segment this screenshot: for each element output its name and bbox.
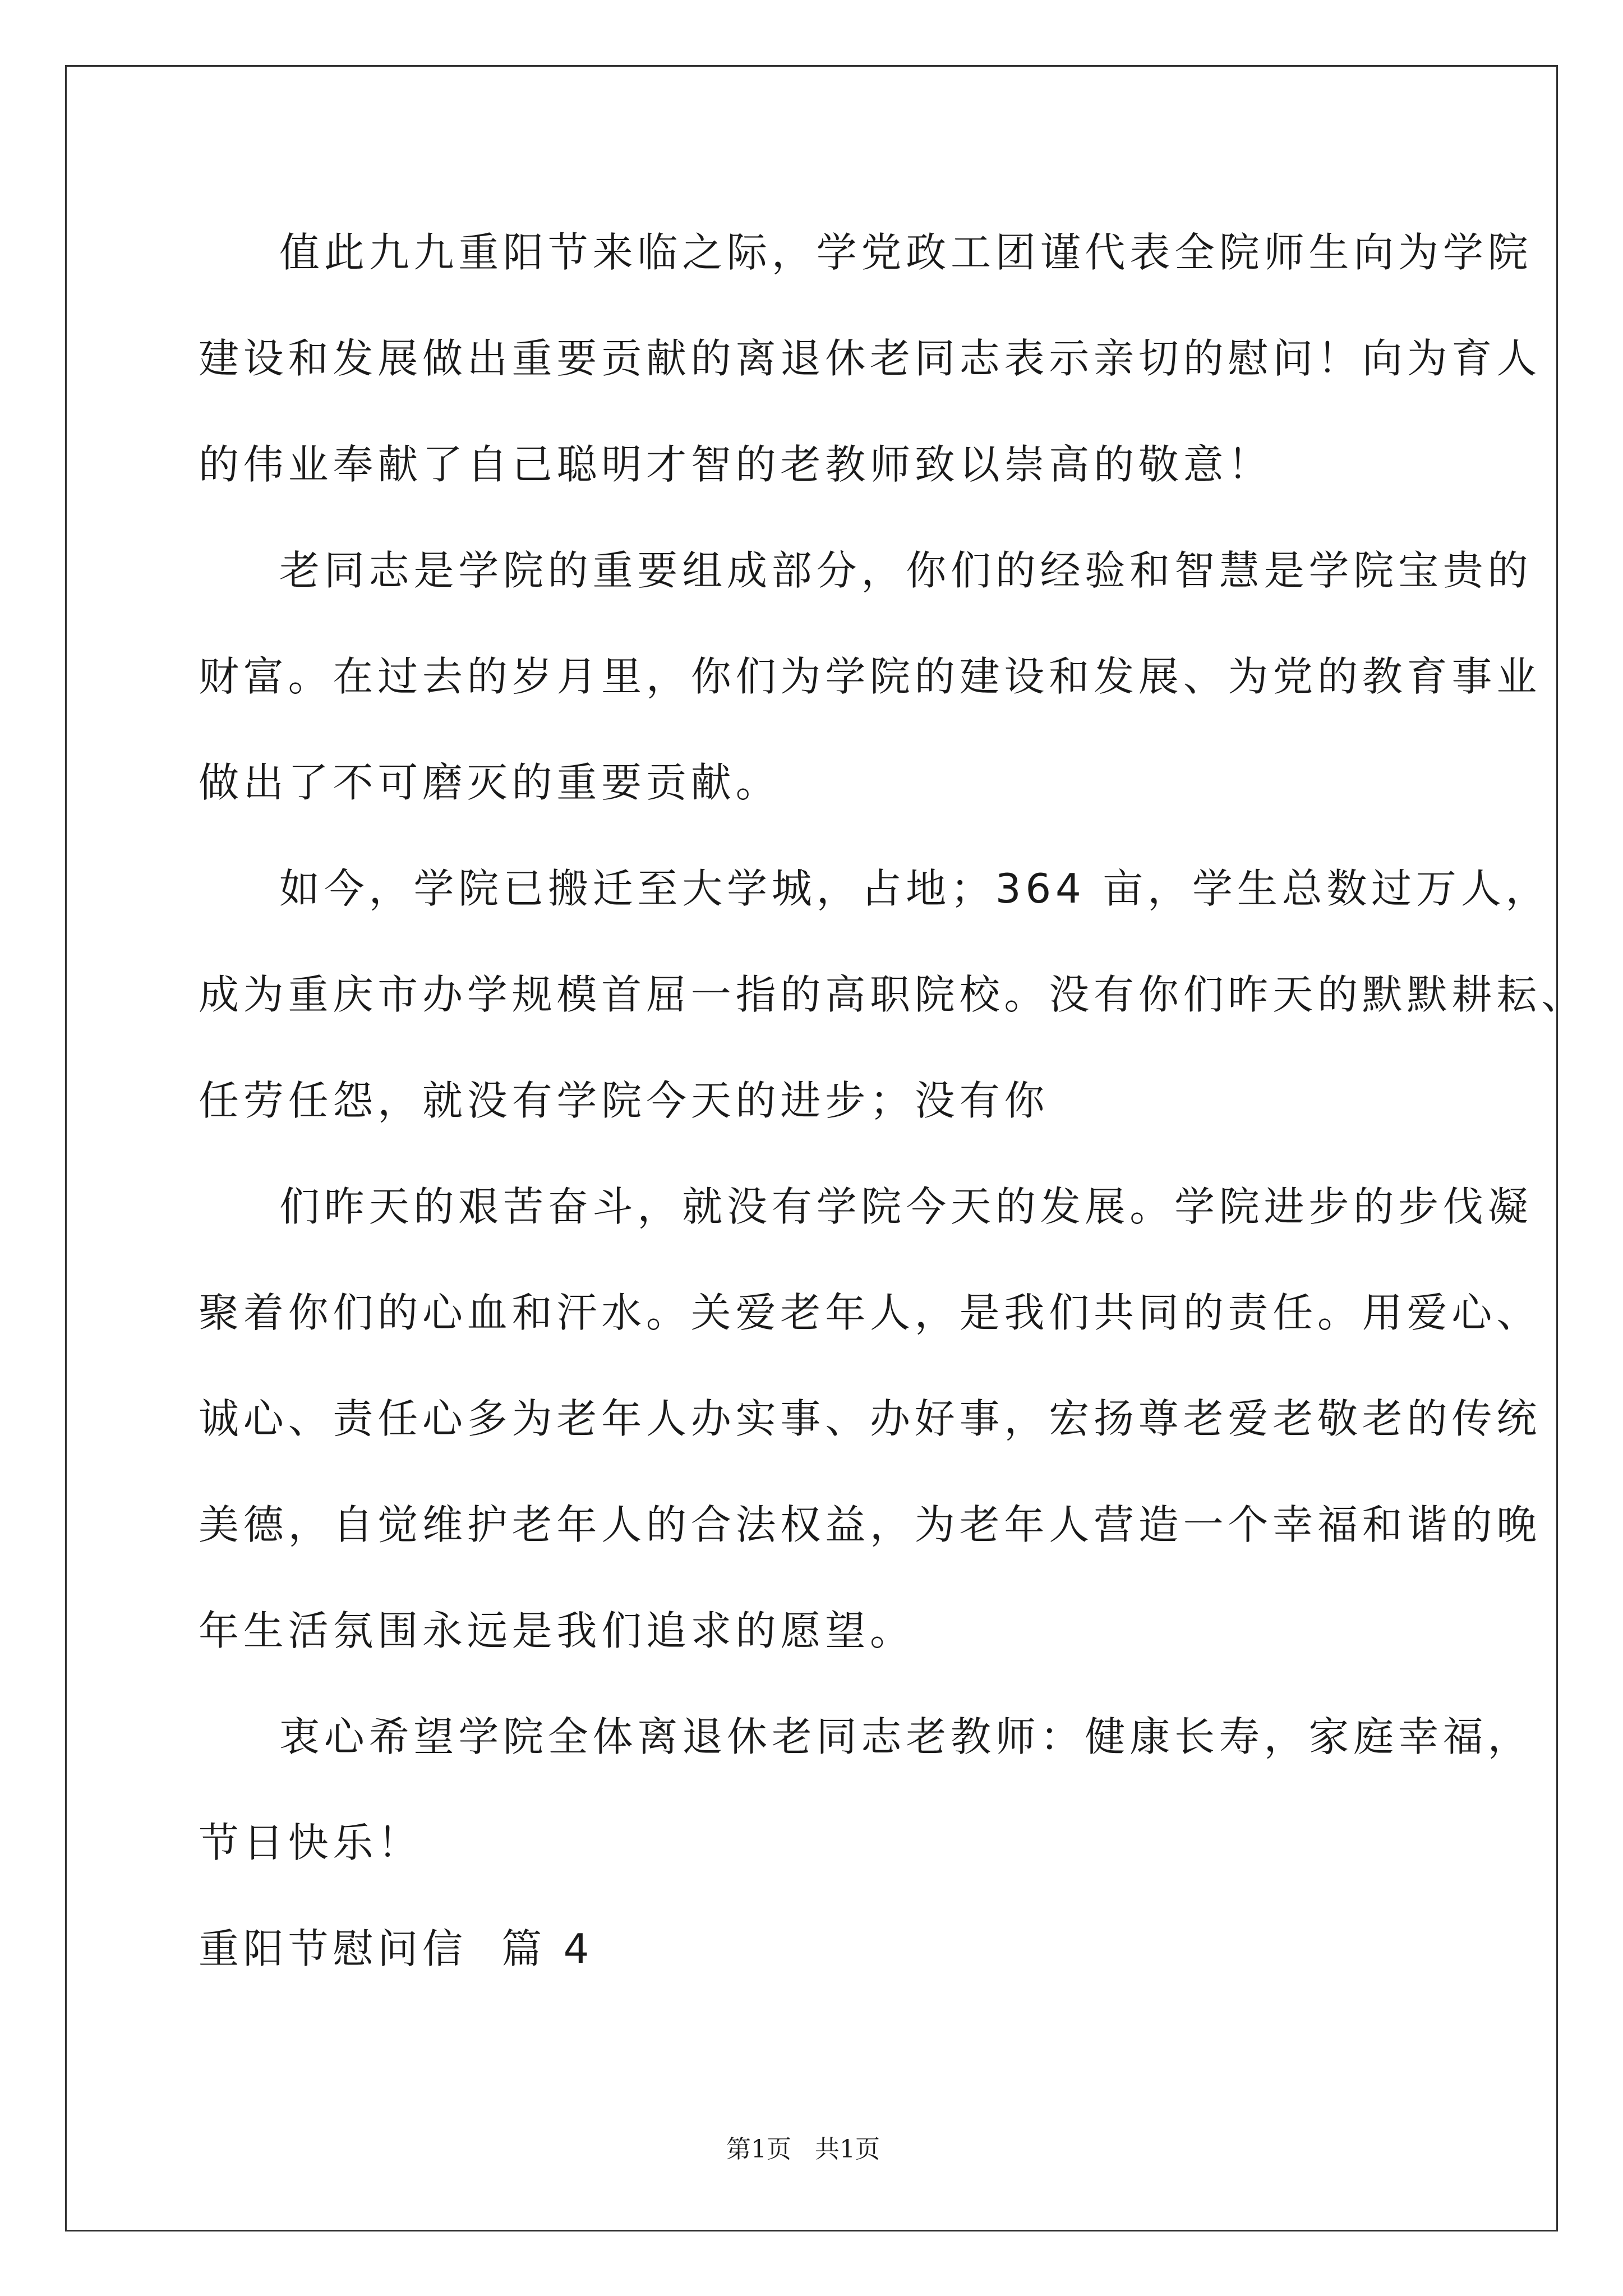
paragraph-5-line-2: 节日快乐！ <box>199 1819 423 1866</box>
paragraph-5-line-1: 衷心希望学院全体离退休老同志老教师：健康长寿，家庭幸福， <box>279 1713 1533 1760</box>
paragraph-1-line-2: 建设和发展做出重要贡献的离退休老同志表示亲切的慰问！向为育人 <box>199 335 1542 382</box>
page-footer: 第1页 共1页 <box>726 2135 880 2164</box>
paragraph-3-line-1: 如今，学院已搬迁至大学城，占地；364 亩，学生总数过万人， <box>279 865 1551 912</box>
section-heading: 重阳节慰问信 篇 4 <box>199 1925 594 1972</box>
paragraph-2-line-1: 老同志是学院的重要组成部分，你们的经验和智慧是学院宝贵的 <box>279 547 1533 594</box>
paragraph-2-line-3: 做出了不可磨灭的重要贡献。 <box>199 759 781 806</box>
paragraph-4-line-3: 诚心、责任心多为老年人办实事、办好事，宏扬尊老爱老敬老的传统 <box>199 1395 1542 1442</box>
paragraph-4-line-1: 们昨天的艰苦奋斗，就没有学院今天的发展。学院进步的步伐凝 <box>279 1183 1533 1230</box>
paragraph-2-line-2: 财富。在过去的岁月里，你们为学院的建设和发展、为党的教育事业 <box>199 653 1542 700</box>
paragraph-4-line-4: 美德，自觉维护老年人的合法权益，为老年人营造一个幸福和谐的晚 <box>199 1501 1542 1548</box>
paragraph-3-line-2: 成为重庆市办学规模首屈一指的高职院校。没有你们昨天的默默耕耘、 <box>199 971 1586 1018</box>
paragraph-3-line-3: 任劳任怨，就没有学院今天的进步；没有你 <box>199 1077 1049 1124</box>
paragraph-1-line-3: 的伟业奉献了自己聪明才智的老教师致以崇高的敬意！ <box>199 441 1273 488</box>
paragraph-4-line-2: 聚着你们的心血和汗水。关爱老年人，是我们共同的责任。用爱心、 <box>199 1289 1542 1336</box>
paragraph-1-line-1: 值此九九重阳节来临之际，学党政工团谨代表全院师生向为学院 <box>279 229 1533 276</box>
paragraph-4-line-5: 年生活氛围永远是我们追求的愿望。 <box>199 1607 915 1654</box>
page-border <box>65 65 1558 2231</box>
